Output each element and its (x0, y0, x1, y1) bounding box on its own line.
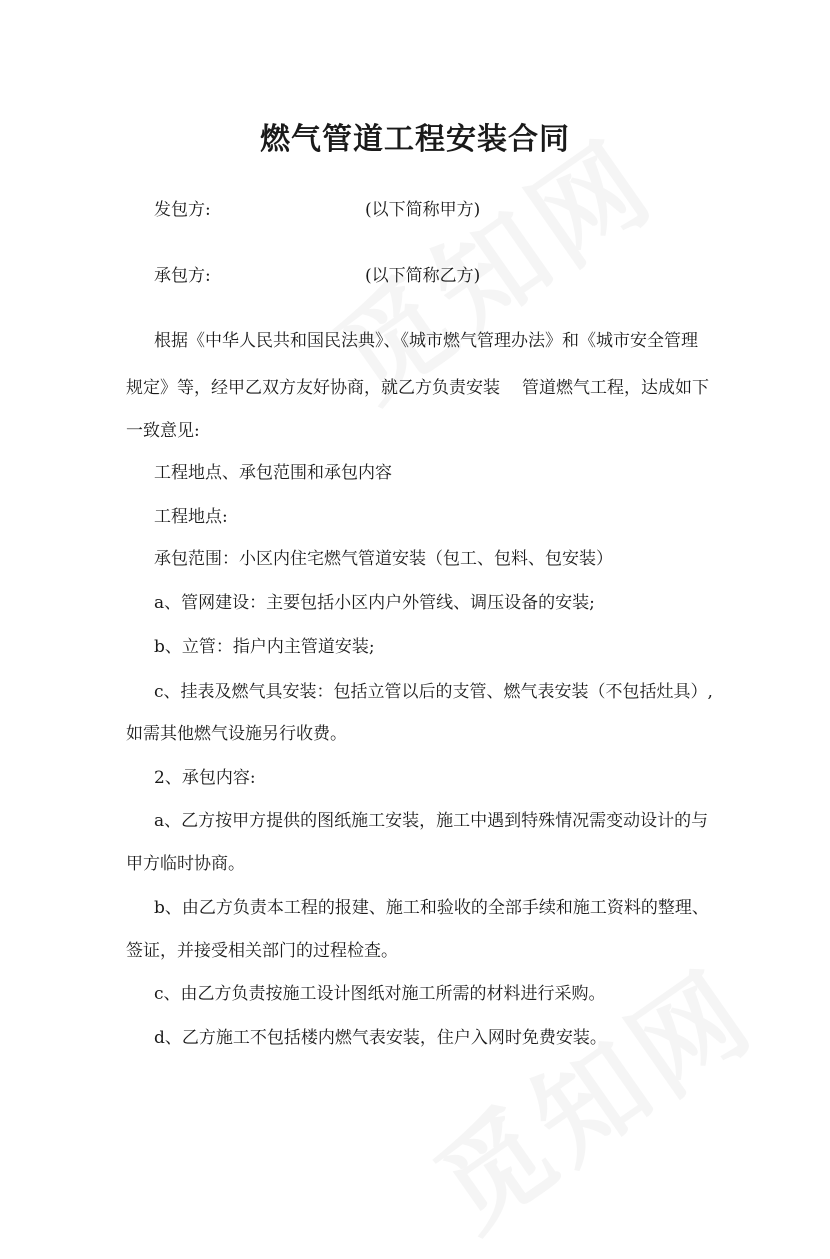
content-item-c: c、由乙方负责按施工设计图纸对施工所需的材料进行采购。 (154, 984, 606, 1004)
scope-item-b: b、立管：指户内主管道安装; (154, 637, 375, 657)
preamble-line-2b: 管道燃气工程，达成如下 (522, 378, 709, 398)
document-title: 燃气管道工程安装合同 (260, 122, 570, 157)
scope-item-c-line-1: c、挂表及燃气具安装：包括立管以后的支管、燃气表安装（不包括灶具）, (154, 682, 713, 702)
site-label: 工程地点: (154, 507, 228, 527)
content-item-a-line-1: a、乙方按甲方提供的图纸施工安装，施工中遇到特殊情况需变动设计的与 (154, 811, 709, 831)
content-item-a-line-2: 甲方临时协商。 (126, 854, 245, 874)
preamble-line-2a: 规定》等，经甲乙双方友好协商，就乙方负责安装 (126, 378, 500, 398)
scope-item-c-line-2: 如需其他燃气设施另行收费。 (126, 724, 347, 744)
section-heading: 工程地点、承包范围和承包内容 (154, 463, 392, 483)
content-item-b-line-1: b、由乙方负责本工程的报建、施工和验收的全部手续和施工资料的整理、 (154, 898, 709, 918)
watermark-bottom (400, 927, 781, 1259)
preamble-line-1: 根据《中华人民共和国民法典》、《城市燃气管理办法》和《城市安全管理 (154, 331, 698, 351)
content-item-d: d、乙方施工不包括楼内燃气表安装，住户入网时免费安装。 (154, 1028, 607, 1048)
scope-line: 承包范围：小区内住宅燃气管道安装（包工、包料、包安装） (154, 549, 613, 569)
content-heading: 2、承包内容: (154, 768, 256, 788)
party-b-label: 承包方: (154, 266, 211, 286)
party-b-note: (以下简称乙方) (365, 266, 481, 286)
preamble-line-3: 一致意见: (126, 421, 200, 441)
scope-item-a: a、管网建设：主要包括小区内户外管线、调压设备的安装; (154, 593, 595, 613)
content-item-b-line-2: 签证，并接受相关部门的过程检查。 (126, 941, 398, 961)
party-a-note: (以下简称甲方) (365, 200, 481, 220)
party-a-label: 发包方: (154, 200, 211, 220)
